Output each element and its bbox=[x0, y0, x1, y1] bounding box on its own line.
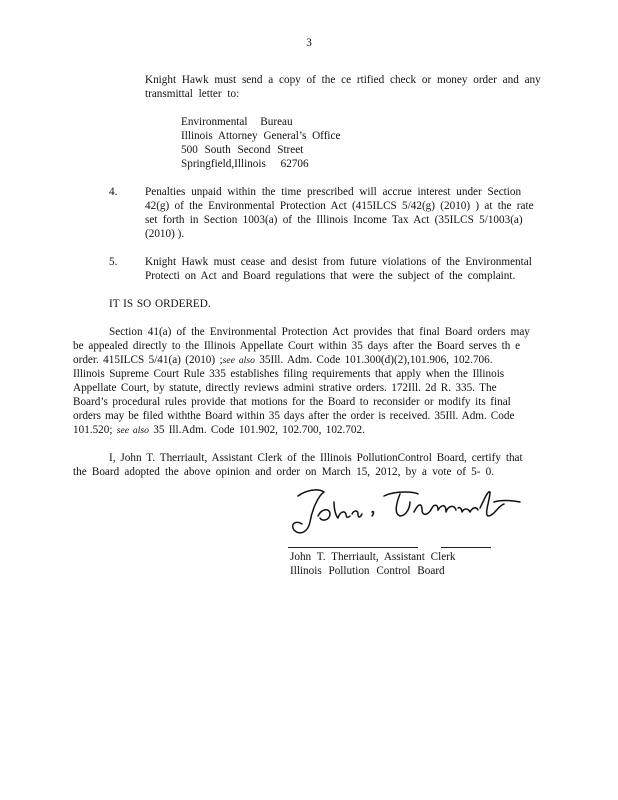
signature-image bbox=[288, 482, 528, 540]
appeal-line-4: Illinois Supreme Court Rule 335 establishes filing requirements that apply when the Illinois bbox=[73, 368, 505, 380]
ordered-statement: IT IS SO ORDERED. bbox=[109, 298, 211, 310]
address-line-3: 500 South Second Street bbox=[181, 144, 304, 156]
item-4-line-3: set forth in Section 1003(a) of the Illinois Income Tax Act (35ILCS 5/1003(a) bbox=[145, 214, 523, 226]
address-line-1: Environmental Bureau bbox=[181, 116, 293, 128]
item-4-line-2: 42(g) of the Environmental Protection Act (415ILCS 5/42(g) (2010) ) at the rate bbox=[145, 200, 534, 212]
signer-name: John T. Therriault, Assistant Clerk bbox=[290, 551, 456, 563]
signer-org: Illinois Pollution Control Board bbox=[290, 565, 445, 577]
copy-instruction-line-2: transmittal letter to: bbox=[145, 88, 240, 100]
item-4-number: 4. bbox=[109, 186, 118, 198]
signature-rule-right bbox=[441, 547, 491, 548]
appeal-line-5: Appellate Court, by statute, directly reviews admini strative orders. 172Ill. 2d R. 335. The bbox=[73, 382, 497, 394]
address-line-2: Illinois Attorney General’s Office bbox=[181, 130, 341, 142]
appeal-line-6: Board’s procedural rules provide that motions for the Board to reconsider or modify its final bbox=[73, 396, 511, 408]
appeal-line-3: order. 415ILCS 5/41(a) (2010) ;see also 35Ill. Adm. Code 101.300(d)(2),101.906, 102.706. bbox=[73, 354, 493, 366]
signature-rule-left bbox=[288, 547, 418, 548]
appeal-line-1: Section 41(a) of the Environmental Protection Act provides that final Board orders may bbox=[109, 326, 530, 338]
item-4-line-1: Penalties unpaid within the time prescribed will accrue interest under Section bbox=[145, 186, 522, 198]
copy-instruction-line-1: Knight Hawk must send a copy of the ce rtified check or money order and any bbox=[145, 74, 541, 86]
page-number: 3 bbox=[306, 37, 312, 49]
item-5-line-2: Protecti on Act and Board regulations that were the subject of the complaint. bbox=[145, 270, 516, 282]
item-5-number: 5. bbox=[109, 256, 118, 268]
item-4-line-4: (2010) ). bbox=[145, 228, 185, 240]
certify-line-1: I, John T. Therriault, Assistant Clerk of the Illinois PollutionControl Board, certify that bbox=[109, 452, 523, 464]
appeal-line-8: 101.520; see also 35 Ill.Adm. Code 101.902, 102.700, 102.702. bbox=[73, 424, 365, 436]
certify-line-2: the Board adopted the above opinion and order on March 15, 2012, by a vote of 5- 0. bbox=[73, 466, 495, 478]
appeal-line-2: be appealed directly to the Illinois Appellate Court within 35 days after the Board serves th e bbox=[73, 340, 521, 352]
appeal-line-7: orders may be filed withthe Board within 35 days after the order is received. 35Ill. Adm. Code bbox=[73, 410, 515, 422]
address-line-4: Springfield,Illinois 62706 bbox=[181, 158, 309, 170]
item-5-line-1: Knight Hawk must cease and desist from future violations of the Environmental bbox=[145, 256, 532, 268]
